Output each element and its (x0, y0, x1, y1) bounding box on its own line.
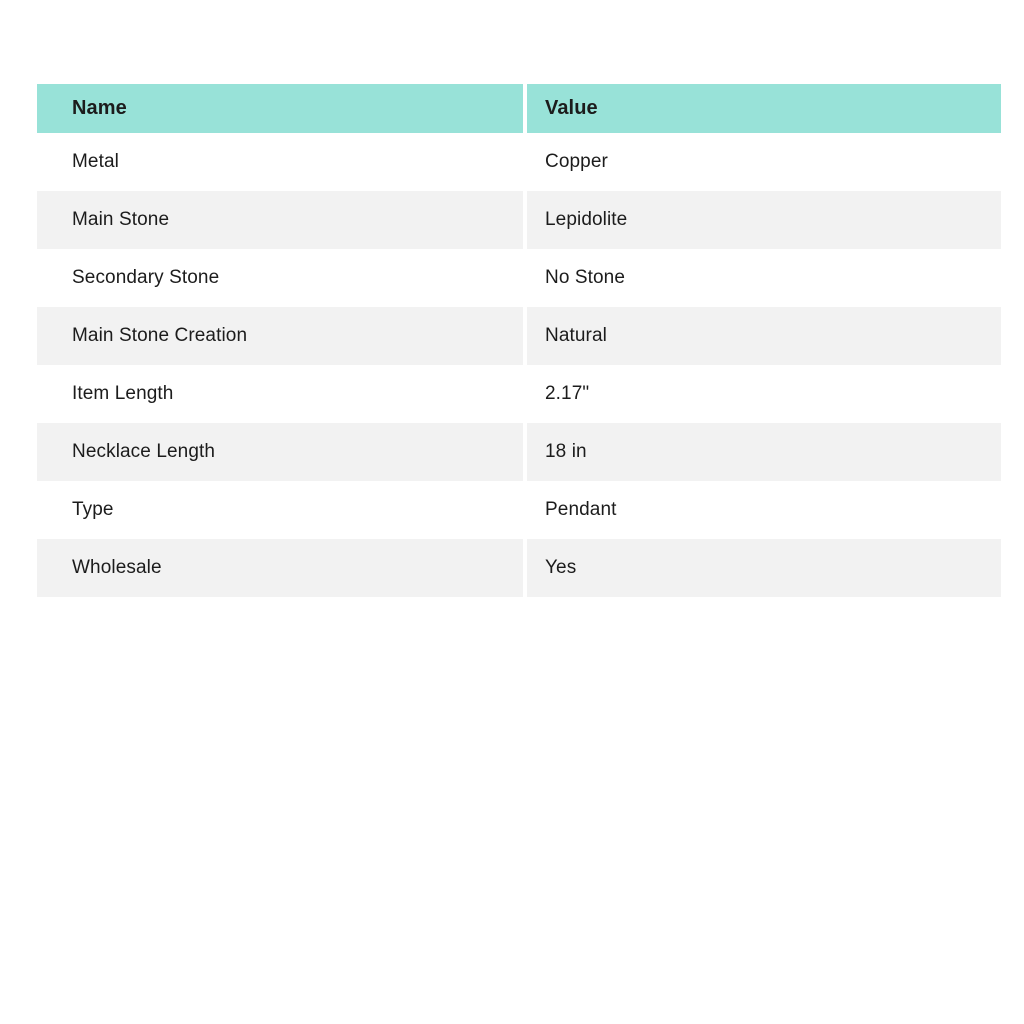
table-row (37, 307, 1001, 365)
attribute-value: Copper (527, 133, 1001, 191)
table-header-row (37, 84, 1001, 133)
product-attributes-table (37, 84, 1001, 597)
table-row (37, 481, 1001, 539)
attribute-name: Main Stone Creation (37, 307, 523, 365)
table-row (37, 539, 1001, 597)
table-body (37, 133, 1001, 597)
attribute-name: Metal (37, 133, 523, 191)
attribute-name: Necklace Length (37, 423, 523, 481)
attribute-value: 2.17" (527, 365, 1001, 423)
attribute-value: Yes (527, 539, 1001, 597)
attribute-name: Main Stone (37, 191, 523, 249)
column-header-value: Value (527, 84, 1001, 133)
table-row (37, 423, 1001, 481)
table-row (37, 365, 1001, 423)
attribute-value: Pendant (527, 481, 1001, 539)
attribute-name: Item Length (37, 365, 523, 423)
attribute-value: 18 in (527, 423, 1001, 481)
column-header-name: Name (37, 84, 523, 133)
table-row (37, 191, 1001, 249)
attribute-name: Wholesale (37, 539, 523, 597)
attribute-name: Type (37, 481, 523, 539)
attribute-value: Natural (527, 307, 1001, 365)
table-row (37, 133, 1001, 191)
attribute-value: No Stone (527, 249, 1001, 307)
table-row (37, 249, 1001, 307)
attribute-value: Lepidolite (527, 191, 1001, 249)
attribute-name: Secondary Stone (37, 249, 523, 307)
